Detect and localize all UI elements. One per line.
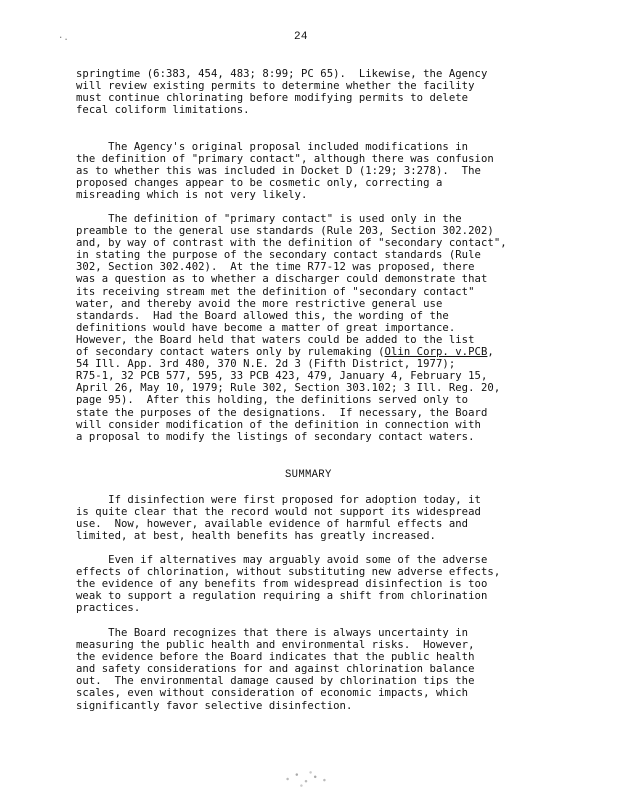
paragraph-original-proposal: The Agency's original proposal included modifications in the definition of "primary contact", although there was confusion as to whether this was included in Docket D (1:29; 3:278). The proposed changes appear to be cosmetic only, correcting a misreading which is not very likely. (76, 141, 494, 202)
paragraph-primary-contact-definition (76, 213, 554, 443)
paragraph-disinfection-today: If disinfection were first proposed for adoption today, it is quite clear that the record would not support its widespread use. Now, however, available evidence of harmful effects and limited, at best, health benefits has greatly increased. (76, 494, 481, 543)
scan-speck: ·. (58, 33, 69, 43)
paragraph-text-part: The definition of "primary contact" is used only in the preamble to the general use standards (Rule 203, Section 302.202) and, by way of contrast with the definition of "secondary contact", in stating the purpose of the secondary contact standards (Rule 302, Section 302.402). At the time R77-12 was proposed, there was a question as to whether a discharger could demonstrate that its receiving stream met the definition of "secondary contact" water, and thereby avoid the more restrictive general use standards. Had the Board allowed this, the wording of the definitions would have become a matter of great importance. However, the Board held that waters could be added to the list of secondary contact waters only by rulemaking ( (76, 213, 507, 359)
case-citation: Olin Corp. v.PCB (384, 346, 488, 359)
paragraph-springtime: springtime (6:383, 454, 483; 8:99; PC 65). Likewise, the Agency will review existing permits to determine whether the facility must continue chlorinating before modifying permits to delete fecal coliform limitations. (76, 68, 488, 117)
section-heading-summary: SUMMARY (285, 469, 332, 481)
page-number: 24 (294, 31, 308, 43)
scan-smudge (283, 768, 329, 790)
paragraph-alternatives: Even if alternatives may arguably avoid some of the adverse effects of chlorination, without substituting new adverse effects, the evidence of any benefits from widespread disinfection is too weak to support a regulation requiring a shift from chlorination practices. (76, 554, 501, 615)
paragraph-text-part: 54 Ill. App. 3rd 480, 370 N.E. 2d 3 (Fifth District, 1977); R75-1, 32 PCB 577, 595, 33 PCB 423, 479, January 4, February 15, April 26, May 10, 1979; Rule 302, Section 303.102; 3 Ill. Reg. 20, page 95). After this holding, the definitions served only to state the purposes of the designations. If necessary, the Board will consider modification of the definition in connection with a proposal to modify the listings of secondary contact waters. (76, 358, 501, 443)
paragraph-board-recognizes: The Board recognizes that there is always uncertainty in measuring the public health and environmental risks. However, the evidence before the Board indicates that the public health and safety considerations for and against chlorination balance out. The environmental damage caused by chlorination tips the scales, even without consideration of economic impacts, which significantly favor selective disinfection. (76, 627, 475, 712)
citation-comma: , (487, 346, 494, 359)
